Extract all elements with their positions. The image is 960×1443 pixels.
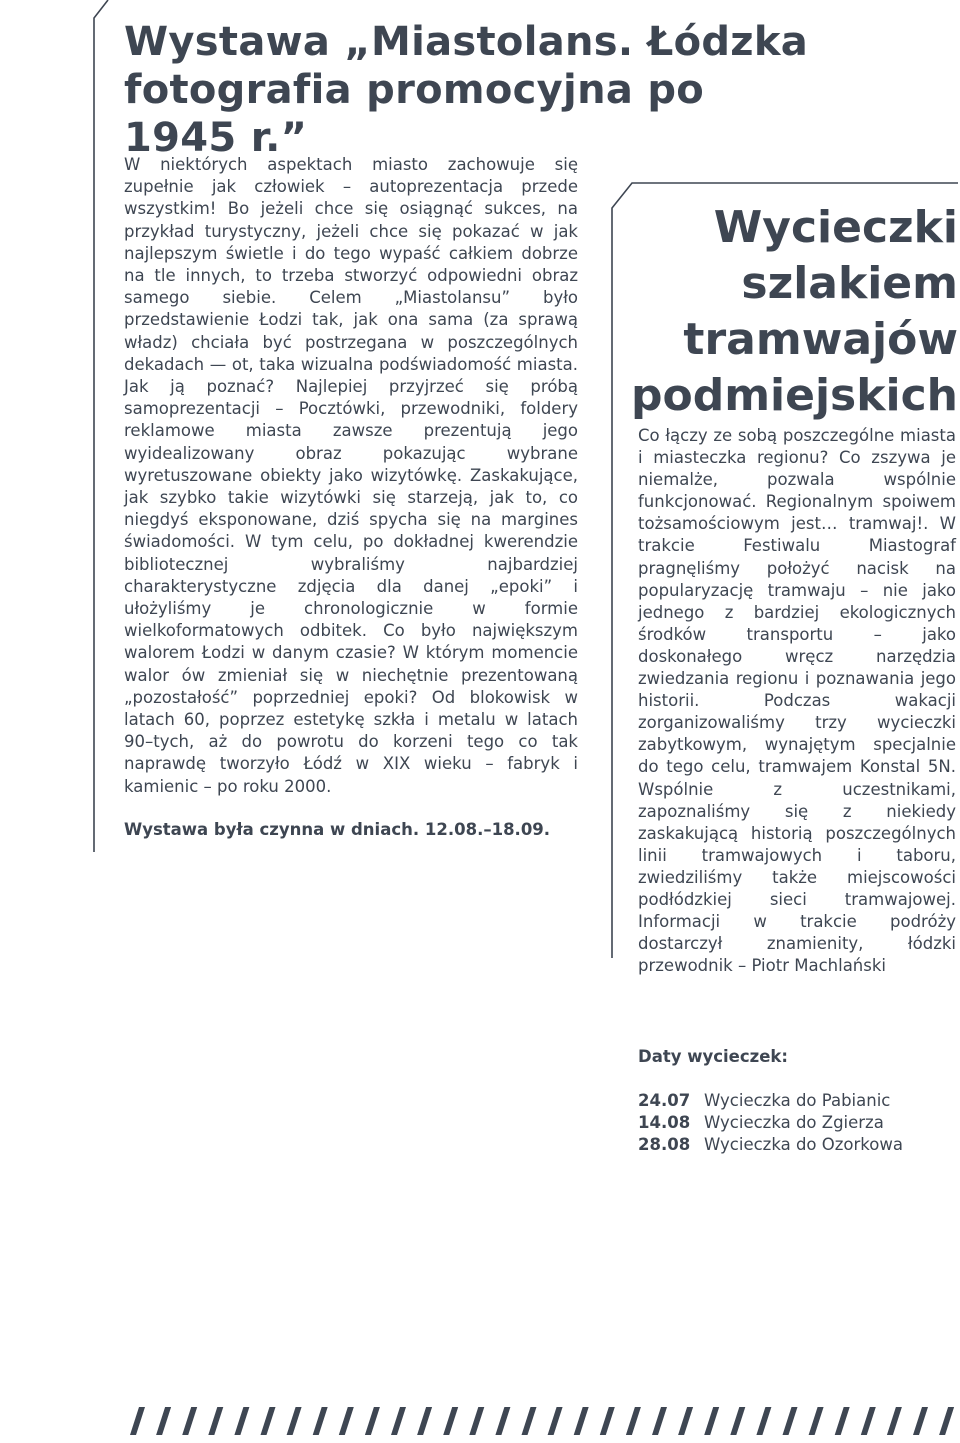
slash-mark	[913, 1407, 928, 1435]
trip-date: 14.08	[638, 1113, 691, 1132]
trip-date: 24.07	[638, 1091, 691, 1110]
slash-mark	[522, 1407, 537, 1435]
slash-mark	[835, 1407, 850, 1435]
slash-mark	[887, 1407, 902, 1435]
slash-mark	[861, 1407, 876, 1435]
slash-mark	[182, 1407, 197, 1435]
slash-mark	[339, 1407, 354, 1435]
trips-title: Wycieczki szlakiem tramwajów podmiejskich	[630, 202, 958, 421]
slash-mark	[939, 1407, 954, 1435]
slash-mark	[130, 1407, 145, 1435]
trip-date: 28.08	[638, 1135, 691, 1154]
trip-destination: Wycieczka do Pabianic	[704, 1091, 891, 1110]
slash-mark	[287, 1407, 302, 1435]
slash-mark	[417, 1407, 432, 1435]
list-item	[638, 1134, 956, 1156]
slash-mark	[495, 1407, 510, 1435]
slash-mark	[704, 1407, 719, 1435]
slash-mark	[548, 1407, 563, 1435]
exhibition-description: W niektórych aspektach miasto zachowuje się zupełnie jak człowiek – autoprezentacja przede wszystkim! Bo jeżeli chce się osiągnąć sukces, na przykład turystyczny, jeżeli chce się pokazać w jak najlepszym świetle i do tego wypaść całkiem dobrze na tle innych, to trzeba stworzyć odpowiedni obraz samego siebie. Celem „Miastolansu” było przedstawienie Łodzi tak, jak ona sama (za sprawą władz) chciała być postrzegana w poszczególnych dekadach — ot, taka wizualna podświadomość miasta. Jak ją poznać? Najlepiej przyjrzeć się próbą samoprezentacji – Pocztówki, przewodniki, foldery reklamowe miasta zawsze prezentują jego wyidealizowany obraz pokazując wybrane wyretuszowane obiekty jako wizytówkę. Zaskakujące, jak szybko takie wizytówki się starzeją, jak to, co niegdyś eksponowane, dziś spycha się na margines świadomości. W tym celu, po dokładnej kwerendzie bibliotecznej wybraliśmy najbardziej charakterystyczne zdjęcia dla danej „epoki” i ułożyliśmy je chronologicznie w formie wielkoformatowych odbitek. Co było największym walorem Łodzi w danym czasie? W którym momencie walor ów zmieniał się w niechętnie prezentowaną „pozostałość” poprzedniej epoki? Od blokowisk w latach 60, poprzez estetykę szkła i metalu w latach 90–tych, aż do powrotu do korzeni tego co tak naprawdę tworzyło Łódź w XIX wieku – fabryk i kamienic – po roku 2000.	[124, 155, 578, 796]
trips-description: Co łączy ze sobą poszczególne miasta i miasteczka regionu? Co zszywa je niemalże, pozwala wspólnie funkcjonować. Regionalnym spoiwem tożsamościowym jest… tramwaj!. W trakcie Festiwalu Miastograf pragnęliśmy położyć nacisk na popularyzację tramwaju – nie jako jednego z bardziej ekologicznych środków transportu – jako doskonałego wręcz narzędzia zwiedzania regionu i poznawania jego historii. Podczas wakacji zorganizowaliśmy trzy wycieczki zabytkowym, wynajętym specjalnie do tego celu, tramwajem Konstal 5N. Wspólnie z uczestnikami, zapoznaliśmy się z niekiedy zaskakującą historią poszczególnych linii tramwajowych i taboru, zwiedziliśmy także miejscowości podłódzkiej sieci tramwajowej. Informacji w trakcie podróży dostarczył znamienity, łódzki przewodnik – Piotr Machlański	[638, 426, 956, 976]
trip-dates-list	[638, 1090, 956, 1156]
slash-mark	[391, 1407, 406, 1435]
left-article-frame	[94, 0, 108, 852]
slash-mark	[234, 1407, 249, 1435]
slash-mark	[600, 1407, 615, 1435]
slash-mark	[626, 1407, 641, 1435]
trip-destination: Wycieczka do Ozorkowa	[704, 1135, 903, 1154]
slash-mark	[208, 1407, 223, 1435]
slash-mark	[574, 1407, 589, 1435]
slash-mark	[783, 1407, 798, 1435]
exhibition-dates-note: Wystawa była czynna w dniach. 12.08.–18.09.	[124, 820, 551, 839]
slash-mark	[469, 1407, 484, 1435]
list-item	[638, 1112, 956, 1134]
list-item	[638, 1090, 956, 1112]
slash-mark	[313, 1407, 328, 1435]
slash-mark	[730, 1407, 745, 1435]
exhibition-title: Wystawa „Miastolans. Łódzka fotografia promocyjna po 1945 r.”	[124, 19, 809, 161]
slash-mark	[365, 1407, 380, 1435]
slash-mark	[261, 1407, 276, 1435]
slash-mark	[756, 1407, 771, 1435]
slash-pattern-decoration	[124, 1405, 960, 1437]
slash-mark	[809, 1407, 824, 1435]
trip-destination: Wycieczka do Zgierza	[704, 1113, 884, 1132]
slash-mark	[156, 1407, 171, 1435]
slash-mark	[443, 1407, 458, 1435]
trip-dates-heading: Daty wycieczek:	[638, 1047, 788, 1066]
slash-mark	[652, 1407, 667, 1435]
slash-mark	[678, 1407, 693, 1435]
